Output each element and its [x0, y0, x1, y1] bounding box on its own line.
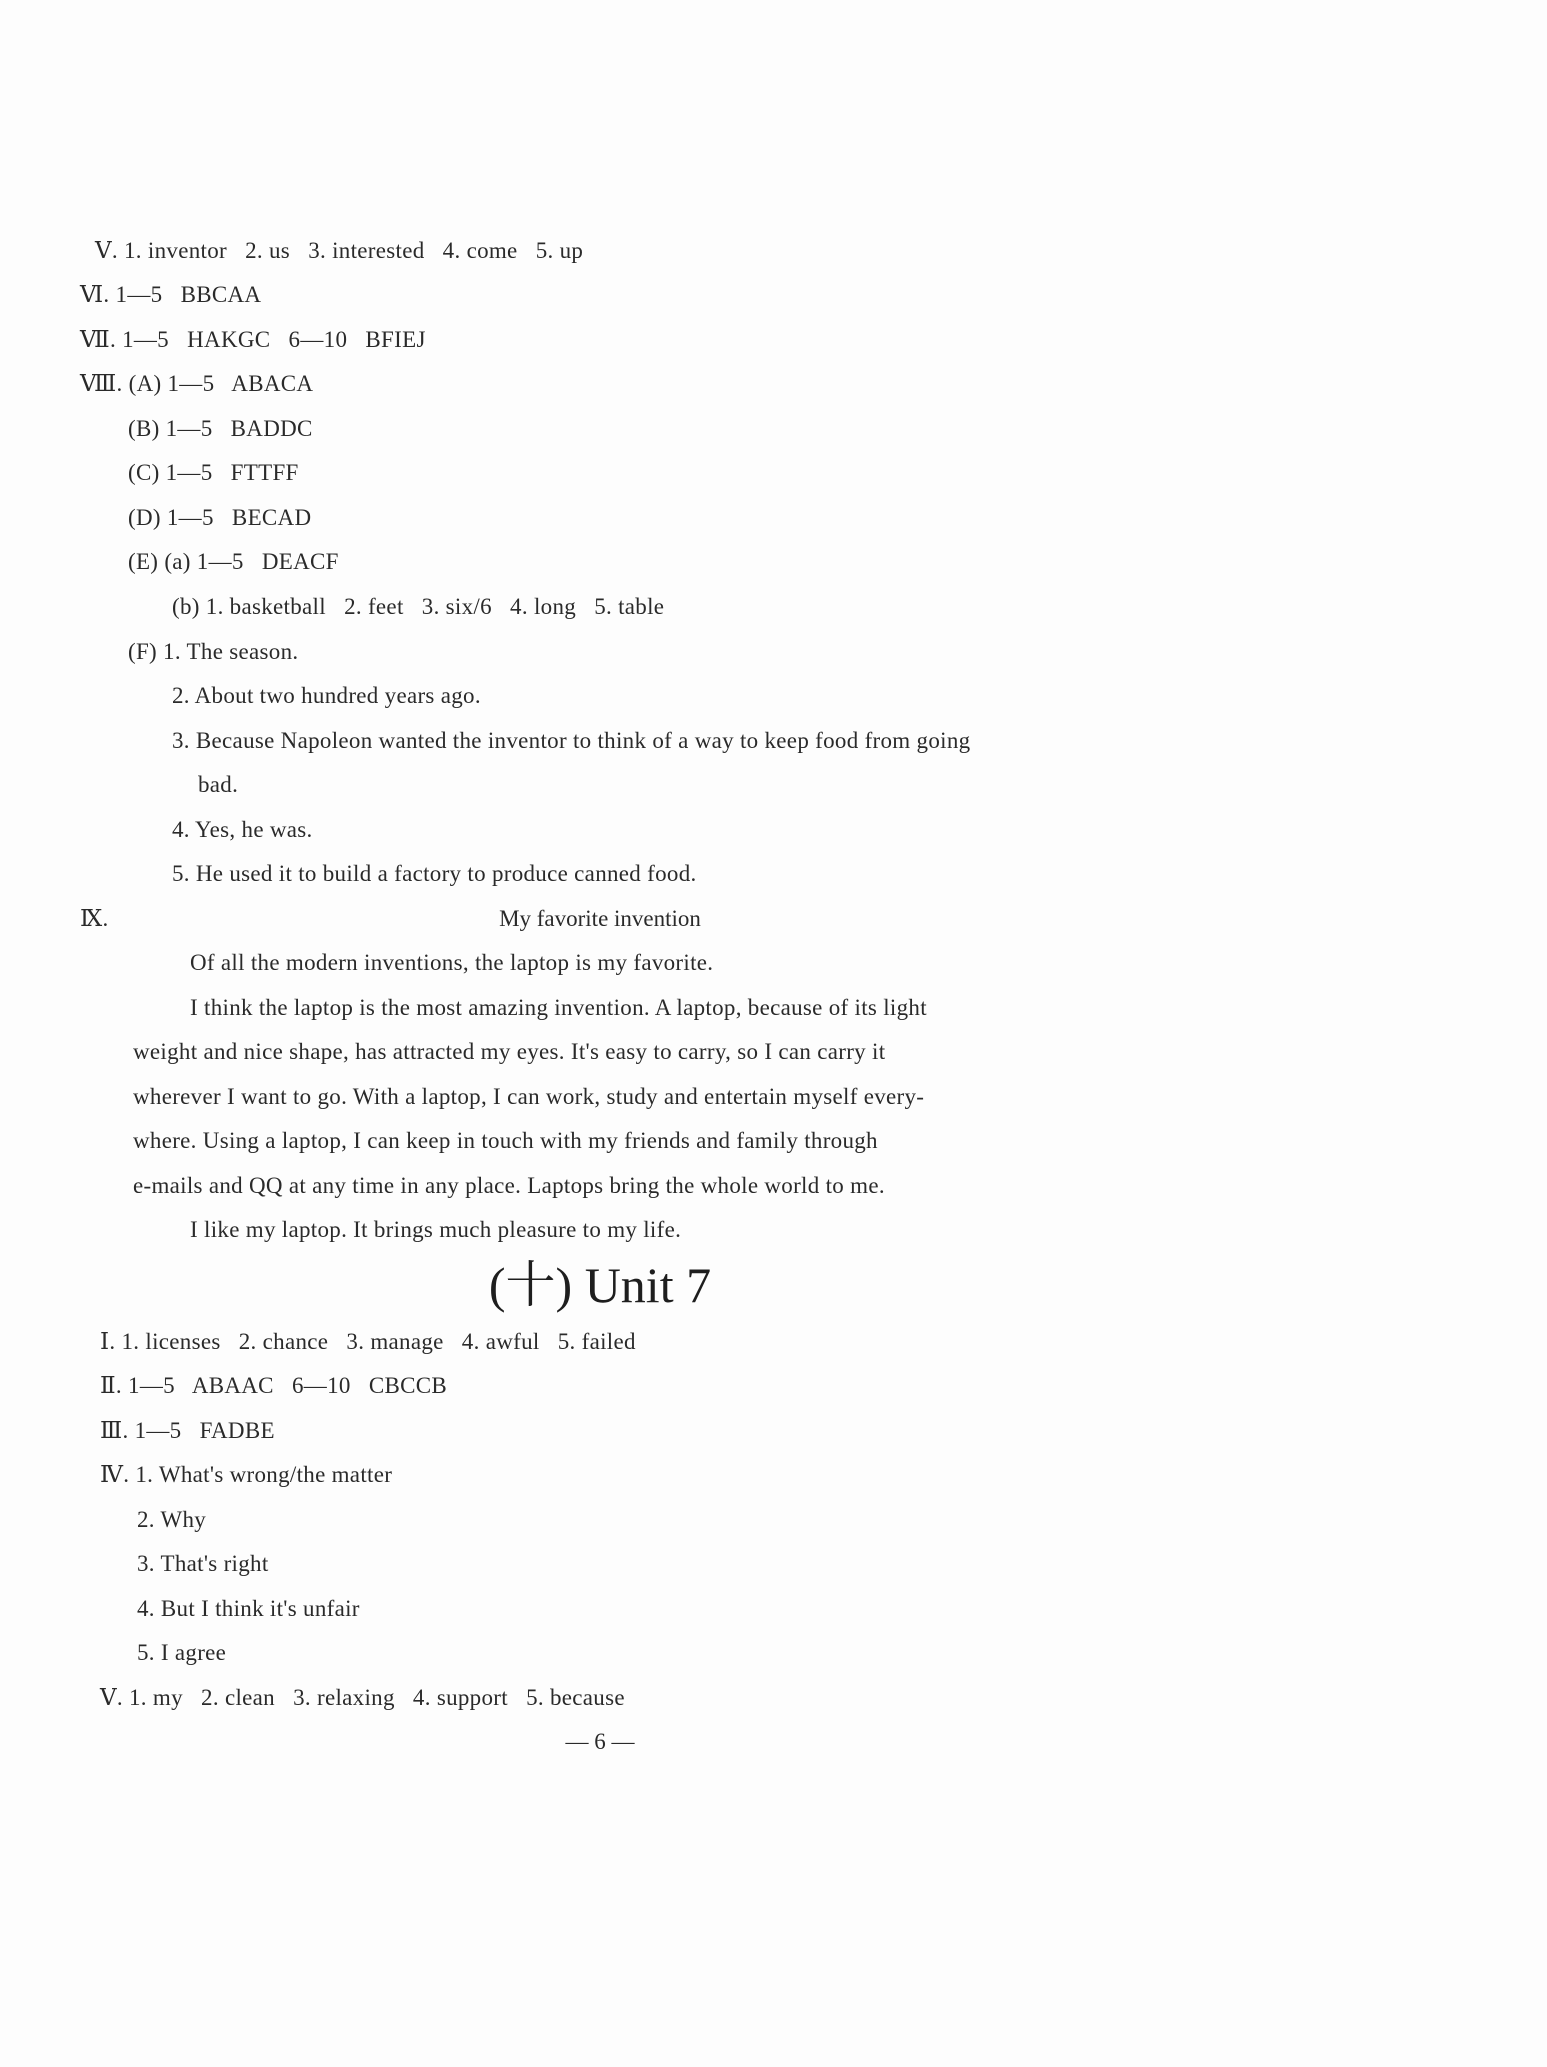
answer-line-iv5: 5. I agree	[137, 1640, 227, 1665]
answer-line-viii-f1: (F) 1. The season.	[128, 639, 299, 664]
answer-line-viii-d: (D) 1—5 BECAD	[128, 505, 312, 530]
answer-line-viii-e-b: (b) 1. basketball 2. feet 3. six/6 4. long 5. table	[172, 594, 665, 619]
answer-line-viii-f3b: bad.	[198, 772, 239, 797]
answer-line-i: Ⅰ. 1. licenses 2. chance 3. manage 4. awful 5. failed	[100, 1329, 636, 1354]
answer-line-viii-f3a: 3. Because Napoleon wanted the inventor to think of a way to keep food from going	[172, 728, 971, 753]
answer-line-viii-b: (B) 1—5 BADDC	[128, 416, 313, 441]
essay-paragraph-1: Of all the modern inventions, the laptop is my favorite.	[190, 950, 714, 975]
essay-paragraph-2-line-3: wherever I want to go. With a laptop, I can work, study and entertain myself every-	[133, 1084, 925, 1109]
answer-line-iv2: 2. Why	[137, 1507, 207, 1532]
answer-line-vii: Ⅶ. 1—5 HAKGC 6—10 BFIEJ	[80, 327, 426, 352]
answer-line-iii: Ⅲ. 1—5 FADBE	[100, 1418, 275, 1443]
answer-line-viii-f5: 5. He used it to build a factory to produce canned food.	[172, 861, 697, 886]
essay-paragraph-2-line-1: I think the laptop is the most amazing invention. A laptop, because of its light	[190, 995, 927, 1020]
answer-line-v: Ⅴ. 1. inventor 2. us 3. interested 4. come 5. up	[95, 238, 584, 263]
section-ix-label: Ⅸ.	[80, 906, 109, 931]
answer-line-iv4: 4. But I think it's unfair	[137, 1596, 360, 1621]
answer-line-ii: Ⅱ. 1—5 ABAAC 6—10 CBCCB	[100, 1373, 448, 1398]
answer-line-viii-c: (C) 1—5 FTTFF	[128, 460, 299, 485]
essay-paragraph-3: I like my laptop. It brings much pleasure to my life.	[190, 1217, 682, 1242]
answer-line-iv3: 3. That's right	[137, 1551, 269, 1576]
answer-line-viii-f2: 2. About two hundred years ago.	[172, 683, 481, 708]
essay-paragraph-2-line-2: weight and nice shape, has attracted my eyes. It's easy to carry, so I can carry it	[133, 1039, 886, 1064]
answer-line-v2: Ⅴ. 1. my 2. clean 3. relaxing 4. support 5. because	[100, 1685, 625, 1710]
essay-title: My favorite invention	[499, 906, 701, 931]
answer-line-viii-e-a: (E) (a) 1—5 DEACF	[128, 549, 339, 574]
essay-paragraph-2-line-4: where. Using a laptop, I can keep in touch with my friends and family through	[133, 1128, 878, 1153]
answer-line-iv1: Ⅳ. 1. What's wrong/the matter	[100, 1462, 393, 1487]
essay-paragraph-2-line-5: e-mails and QQ at any time in any place. Laptops bring the whole world to me.	[133, 1173, 885, 1198]
page-number: — 6 —	[565, 1729, 635, 1754]
unit-heading: (十) Unit 7	[488, 1257, 712, 1313]
answer-line-vi: Ⅵ. 1—5 BBCAA	[80, 282, 262, 307]
answer-line-viii-a: Ⅷ. (A) 1—5 ABACA	[80, 371, 314, 396]
answer-line-viii-f4: 4. Yes, he was.	[172, 817, 313, 842]
